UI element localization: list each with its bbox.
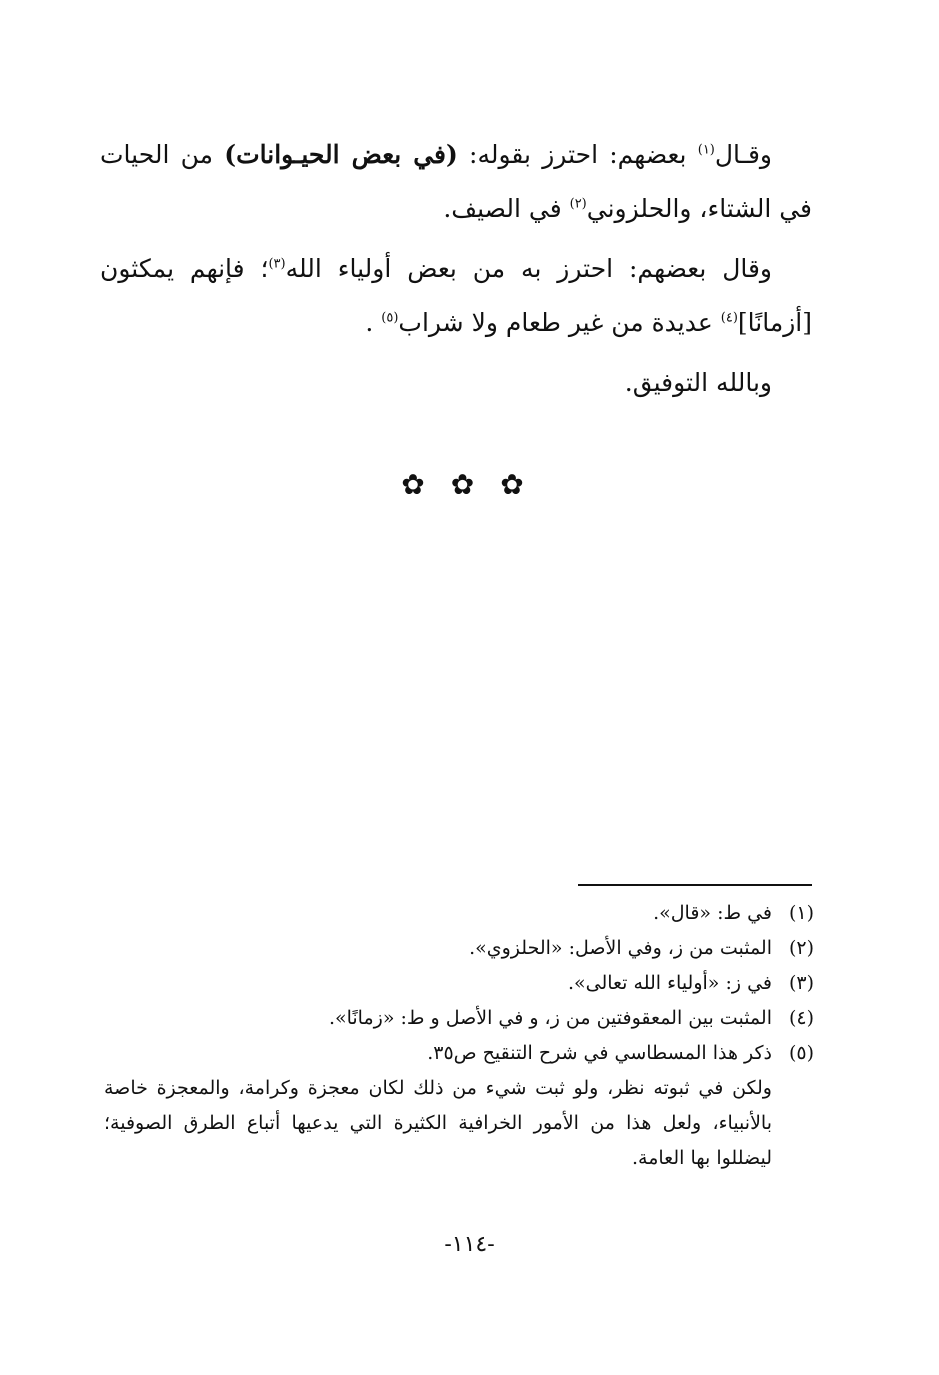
- flower-ornament-icon: ✿: [401, 468, 439, 501]
- p1-opening: وقـال: [714, 140, 773, 169]
- p1-text-c: في الصيف.: [443, 194, 570, 223]
- footnote-number: (١): [788, 902, 814, 924]
- footnote-ref-5: (٥): [381, 310, 399, 326]
- footnote-ref-2: (٢): [569, 196, 587, 212]
- p1-bold-phrase: (في بعض الحيـوانات): [224, 140, 458, 169]
- p2-text-c: عديدة من غير طعام ولا شراب: [398, 308, 721, 337]
- footnote-text: ذكر هذا المسطاسي في شرح التنقيح ص٣٥.: [427, 1042, 772, 1064]
- flower-ornament-icon: ✿: [450, 468, 489, 501]
- flower-ornament-icon: ✿: [500, 468, 538, 501]
- footnote-2: [104, 931, 814, 966]
- footnote-5-continuation: ولكن في ثبوته نظر، ولو ثبت شيء من ذلك لكان معجزة وكرامة، والمعجزة خاصة بالأنبياء، ولعل هذا من الأمور الخرافية الكثيرة التي يدعيها أتباع الطرق الصوفية؛ ليضللوا بها العامة.: [104, 1077, 772, 1169]
- paragraph-1: [100, 128, 812, 236]
- footnote-4: [104, 1001, 814, 1036]
- footnote-text: في ز: «أولياء الله تعالى».: [567, 972, 772, 994]
- paragraph-3: وبالله التوفيق.: [624, 368, 772, 397]
- footnote-number: (٥): [788, 1042, 814, 1064]
- footnote-ref-1: (١): [697, 142, 715, 158]
- footnote-number: (٤): [788, 1007, 814, 1029]
- section-divider: [0, 468, 939, 501]
- footnote-5: [104, 1036, 814, 1071]
- footnote-3: [104, 966, 814, 1001]
- footnote-text: المثبت بين المعقوفتين من ز، و في الأصل و ط: «زمانًا».: [328, 1007, 772, 1029]
- footnotes: [104, 896, 814, 1176]
- footnote-separator: [578, 884, 812, 886]
- footnote-text: في ط: «قال».: [653, 902, 772, 924]
- footnote-number: (٢): [788, 937, 814, 959]
- p1-text-b: من الحيات في الشتاء، والحلزوني: [100, 140, 812, 223]
- footnote-ref-4: (٤): [720, 310, 738, 326]
- p2-text-d: .: [365, 308, 382, 337]
- page-number: -١١٤-: [444, 1232, 495, 1257]
- main-text: [100, 128, 812, 416]
- p1-text-a: بعضهم: احترز بقوله:: [457, 140, 698, 169]
- footnote-1: [104, 896, 814, 931]
- p2-text-b: ؛ فإنهم يمكثون [أزمانًا]: [100, 254, 812, 337]
- footnote-text: المثبت من ز، وفي الأصل: «الحلزوي».: [469, 937, 772, 959]
- footnote-ref-3: (٣): [268, 256, 286, 272]
- paragraph-2: [100, 242, 812, 350]
- footnote-number: (٣): [788, 972, 814, 994]
- p2-text-a: وقال بعضهم: احترز به من بعض أولياء الله: [285, 254, 772, 283]
